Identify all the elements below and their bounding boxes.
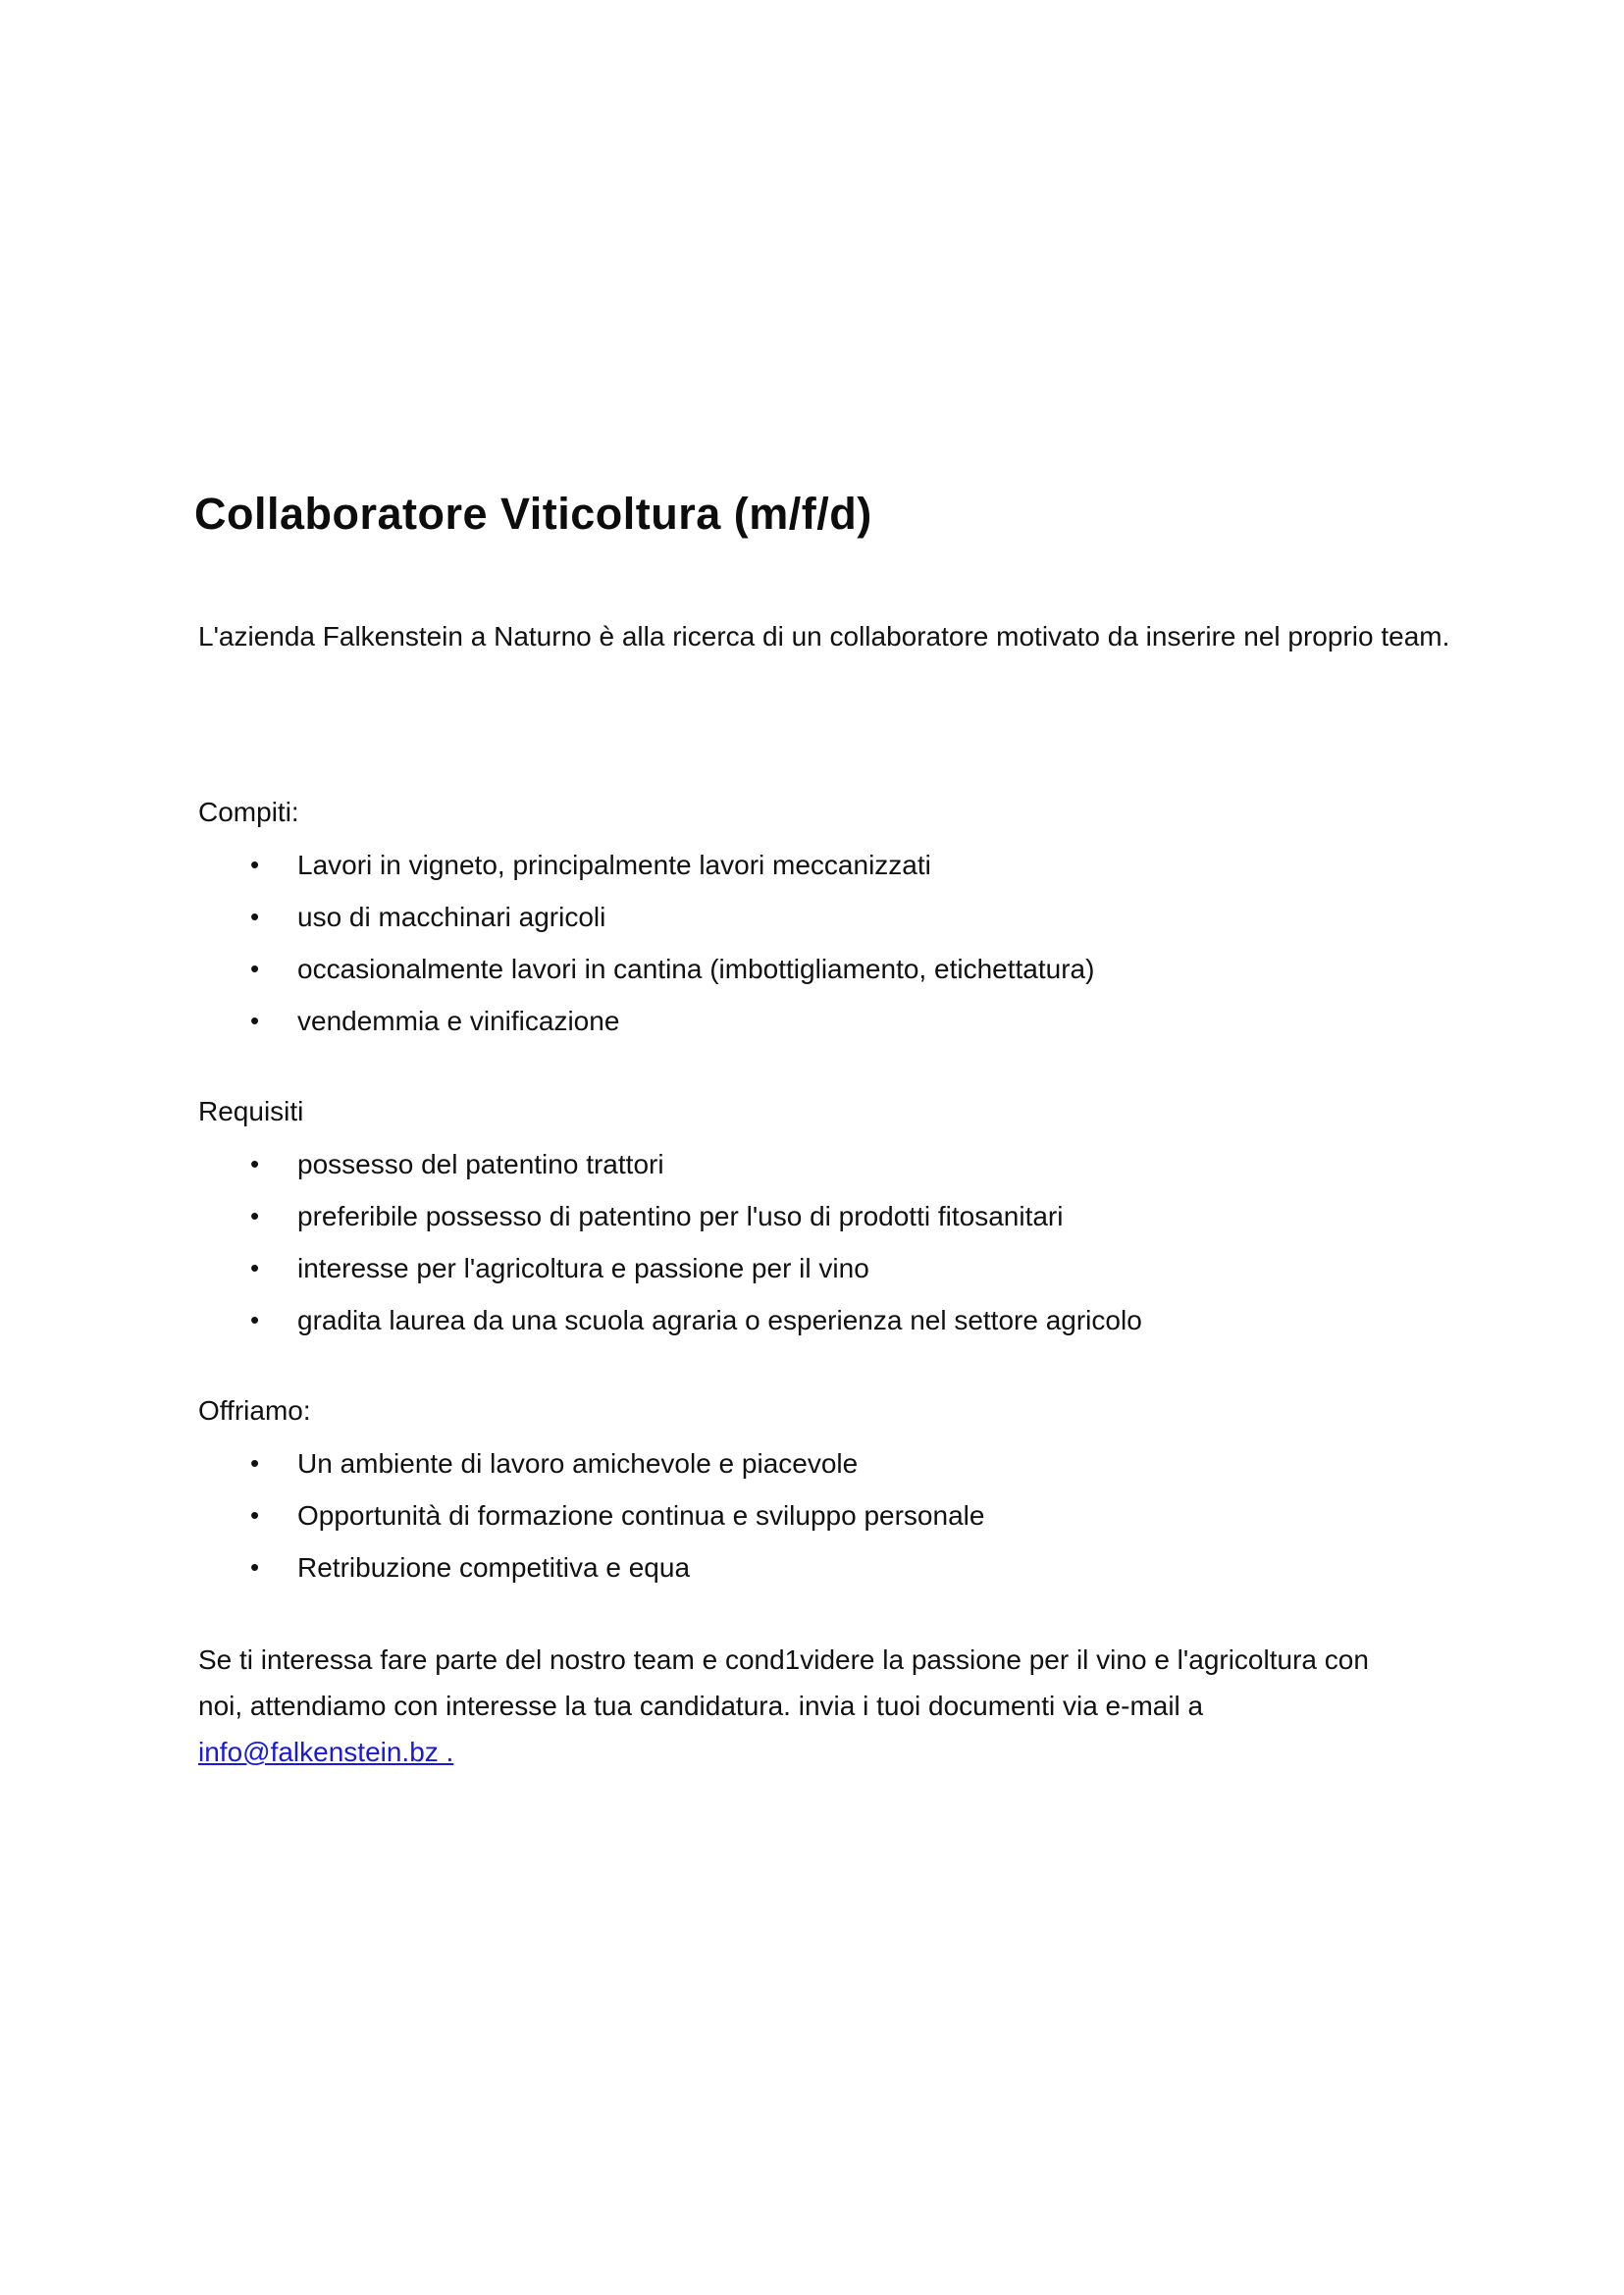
bullet-icon: • <box>250 1149 260 1178</box>
intro-paragraph: L'azienda Falkenstein a Naturno è alla ricerca di un collaboratore motivato da inserire nel proprio team. <box>198 621 1450 652</box>
bullet-icon: • <box>250 1552 260 1582</box>
closing-line-1: Se ti interessa fare parte del nostro team e cond1videre la passione per il vino e l'agricoltura con <box>198 1644 1369 1675</box>
page-title: Collaboratore Viticoltura (m/f/d) <box>194 489 872 539</box>
bullet-icon: • <box>250 850 260 879</box>
bullet-icon: • <box>250 1201 260 1230</box>
bullet-icon: • <box>250 954 260 983</box>
closing-line-2: noi, attendiamo con interesse la tua candidatura. invia i tuoi documenti via e-mail a <box>198 1691 1204 1721</box>
bullet-icon: • <box>250 1006 260 1035</box>
email-link[interactable]: info@falkenstein.bz . <box>198 1737 454 1767</box>
closing-paragraph <box>198 1637 1474 1775</box>
bullet-icon: • <box>250 1500 260 1530</box>
section-heading-offriamo: Offriamo: <box>198 1395 311 1426</box>
bullet-icon: • <box>250 1448 260 1478</box>
section-heading-compiti: Compiti: <box>198 797 299 827</box>
section-heading-requisiti: Requisiti <box>198 1096 304 1126</box>
bullet-icon: • <box>250 1305 260 1334</box>
bullet-icon: • <box>250 1253 260 1282</box>
bullet-icon: • <box>250 902 260 931</box>
